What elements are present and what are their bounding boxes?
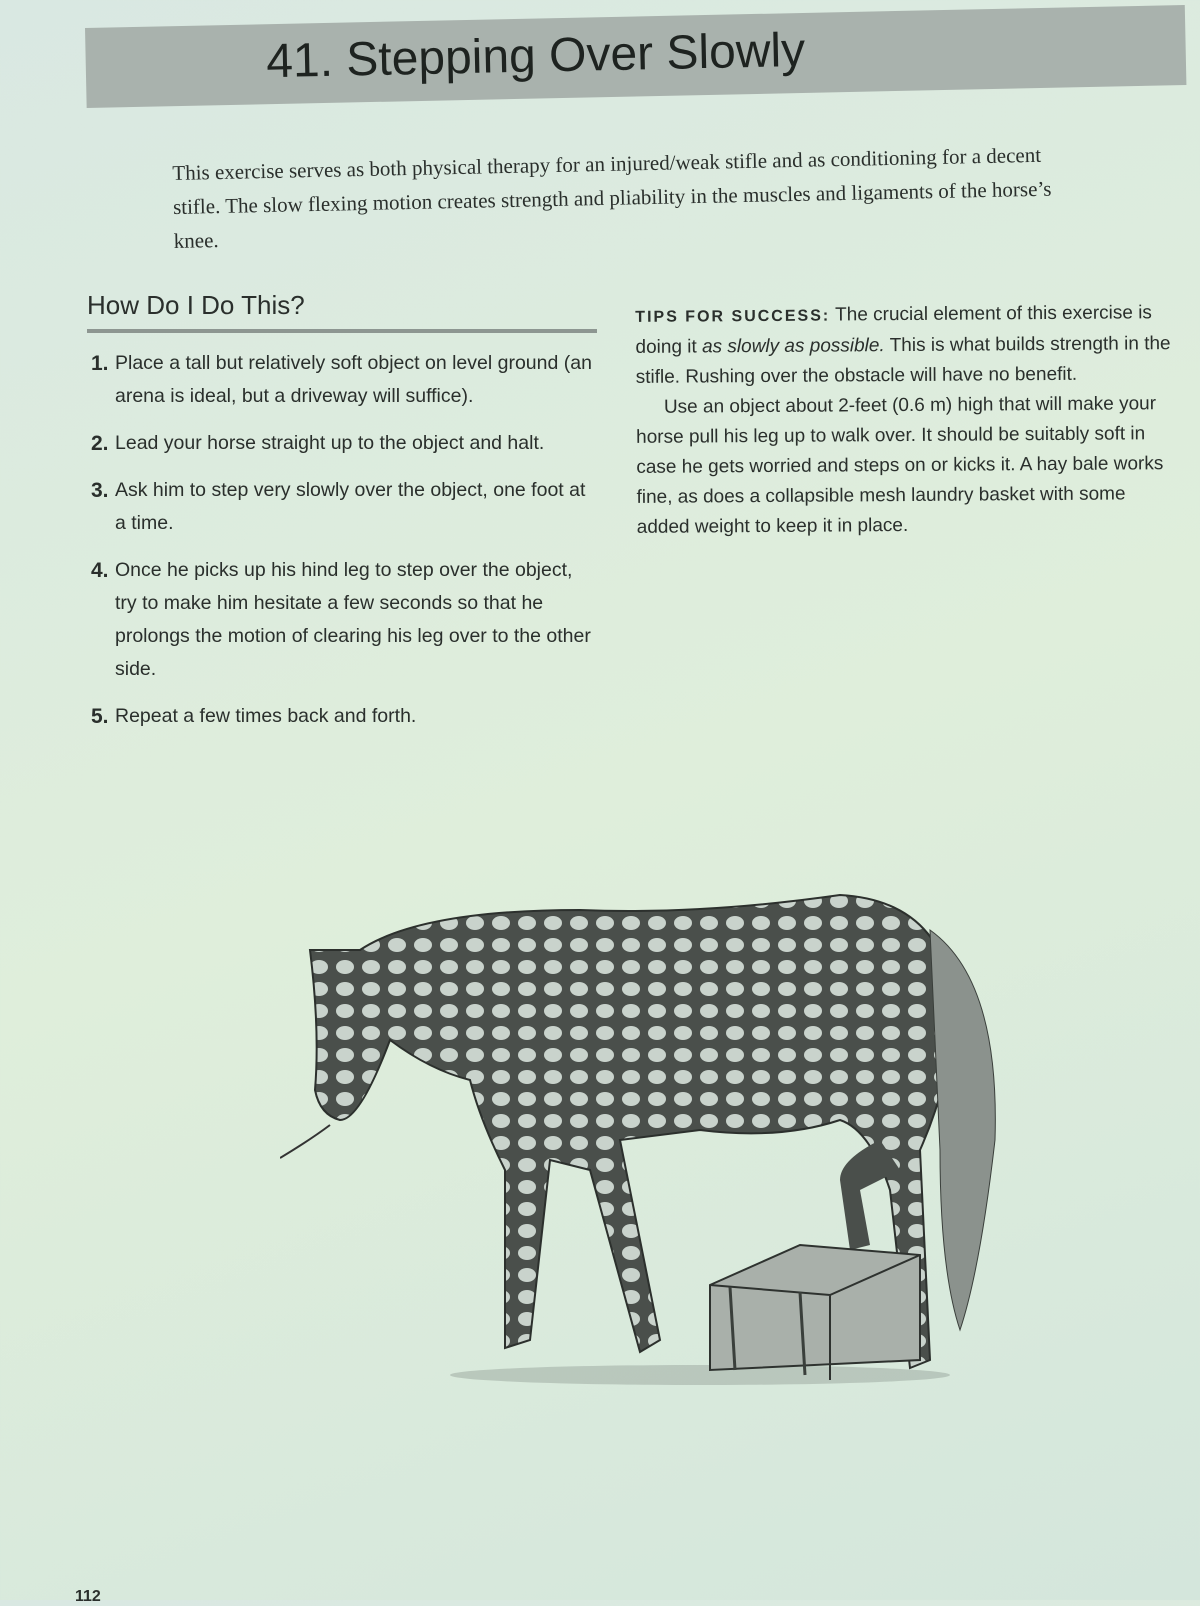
horse-illustration [280, 890, 1010, 1400]
steps-list [87, 347, 597, 733]
step-text: Lead your horse straight up to the object and halt. [115, 432, 545, 454]
title-banner [85, 5, 1186, 108]
step-text: Once he picks up his hind leg to step over the object, try to make him hesitate a few seconds so that he prolongs the motion of clearing his leg over to the other side. [115, 559, 591, 680]
how-to-heading: How Do I Do This? [87, 290, 305, 320]
ground-shadow [450, 1365, 950, 1385]
step-number: 2. [91, 432, 109, 455]
step-number: 4. [91, 559, 109, 582]
hay-bale [710, 1245, 920, 1380]
step-item [87, 347, 597, 413]
step-text: Ask him to step very slowly over the object, one foot at a time. [115, 479, 586, 534]
step-number: 1. [91, 352, 109, 375]
step-text: Repeat a few times back and forth. [115, 705, 417, 727]
tips-text: The crucial element of this exercise is doing it [635, 302, 1152, 358]
lead-rope [280, 1125, 330, 1158]
page-number: 112 [75, 1588, 101, 1605]
tips-text: This is what builds strength in the stifle. Rushing over the obstacle will have no benefit. [635, 333, 1171, 388]
intro-paragraph: This exercise serves as both physical therapy for an injured/weak stifle and as conditioning for a decent stifle. The slow flexing motion creates strength and pliability in the muscles and ligaments of the horse’s knee. [172, 142, 1052, 253]
step-item [87, 474, 597, 540]
heading-rule [87, 329, 597, 333]
how-to-section [87, 290, 597, 747]
page-title: 41. Stepping Over Slowly [265, 23, 806, 89]
tips-emphasis: as slowly as possible. [701, 335, 885, 358]
tips-label: TIPS FOR SUCCESS: [635, 307, 831, 326]
step-item [87, 700, 597, 733]
tips-paragraph-2: Use an object about 2-feet (0.6 m) high that will make your horse pull his leg up to walk over. It should be suitably soft in case he gets worried and steps on or kicks it. A hay bale works fine, as does a collapsible mesh laundry basket with some added weight to keep it in place. [636, 393, 1164, 538]
step-item [87, 427, 597, 460]
step-item [87, 554, 597, 686]
step-text: Place a tall but relatively soft object on level ground (an arena is ideal, but a driveway will suffice). [115, 352, 592, 407]
step-number: 5. [91, 705, 109, 728]
horse-tail [930, 930, 995, 1330]
step-number: 3. [91, 479, 109, 502]
tips-section [635, 298, 1177, 543]
